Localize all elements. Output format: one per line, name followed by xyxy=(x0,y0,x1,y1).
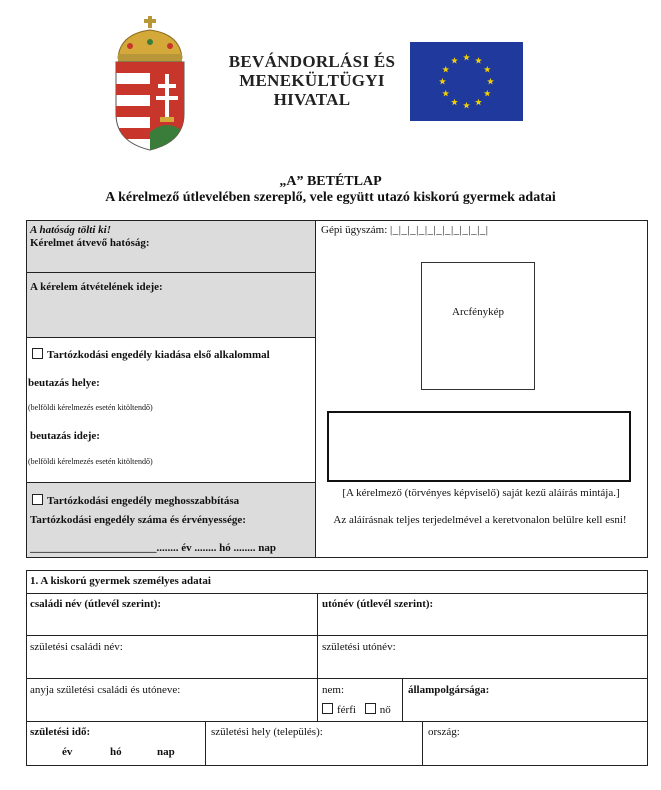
birth-month-label: hó xyxy=(110,746,122,758)
entry-place-hint: (belföldi kérelmezés esetén kitöltendő) xyxy=(28,403,153,412)
divider xyxy=(26,482,316,483)
signature-caption: [A kérelmező (törvényes képviselő) saját kezű aláírás mintája.] xyxy=(342,487,620,499)
given-name-label: utónév (útlevél szerint): xyxy=(322,598,434,610)
first-issue-label: Tartózkodási engedély kiadása első alkalommal xyxy=(47,349,270,361)
divider xyxy=(26,721,648,722)
male-checkbox[interactable] xyxy=(322,703,333,714)
signature-box[interactable] xyxy=(327,411,631,482)
extension-option[interactable] xyxy=(32,494,239,508)
entry-place-label: beutazás helye: xyxy=(28,377,100,389)
extension-checkbox[interactable] xyxy=(32,494,43,505)
divider xyxy=(26,272,316,273)
agency-line-3: HIVATAL xyxy=(273,90,351,109)
receipt-time-label: A kérelem átvételének ideje: xyxy=(30,281,163,293)
divider-vertical xyxy=(315,220,316,558)
form-title: „A” BETÉTLAP xyxy=(279,174,382,189)
permit-number-label: Tartózkodási engedély száma és érvényessége: xyxy=(30,514,246,526)
divider-vertical xyxy=(205,721,206,766)
birth-year-label: év xyxy=(62,746,73,758)
section-heading: 1. A kiskorú gyermek személyes adatai xyxy=(30,575,211,587)
birth-given-name-label: születési utónév: xyxy=(322,641,396,653)
signature-note: Az aláírásnak teljes terjedelmével a keretvonalon belülre kell esni! xyxy=(333,514,627,526)
eu-flag-icon xyxy=(410,42,523,121)
agency-name xyxy=(212,52,412,109)
female-label: nő xyxy=(379,704,391,716)
birth-place-label: születési hely (település): xyxy=(211,726,323,738)
receiving-authority-label: Kérelmet átvevő hatóság: xyxy=(30,237,150,249)
agency-line-1: BEVÁNDORLÁSI ÉS xyxy=(228,52,396,71)
birth-day-label: nap xyxy=(157,746,175,758)
first-issue-checkbox[interactable] xyxy=(32,348,43,359)
divider xyxy=(26,678,648,679)
divider-vertical xyxy=(402,678,403,722)
photo-label: Arcfénykép xyxy=(452,306,504,318)
case-number-boxes[interactable]: |_|_|_|_|_|_|_|_|_|_|_| xyxy=(390,224,489,236)
divider xyxy=(26,635,648,636)
female-checkbox[interactable] xyxy=(365,703,376,714)
sex-label: nem: xyxy=(322,684,344,696)
first-issue-option[interactable] xyxy=(32,348,270,362)
form-subtitle: A kérelmező útlevelében szereplő, vele együtt utazó kiskorú gyermek adatai xyxy=(105,190,556,205)
hungarian-coat-of-arms-icon xyxy=(110,14,190,152)
photo-box xyxy=(421,262,535,390)
birth-date-label: születési idő: xyxy=(30,726,91,738)
country-label: ország: xyxy=(428,726,460,738)
mother-name-label: anyja születési családi és utóneve: xyxy=(30,684,181,696)
divider-vertical xyxy=(317,678,318,722)
divider-vertical xyxy=(422,721,423,766)
permit-date-line[interactable]: _______________________........ év ........ hó ........ nap xyxy=(30,542,276,554)
family-name-label: családi név (útlevél szerint): xyxy=(30,598,162,610)
divider-vertical xyxy=(317,593,318,679)
divider xyxy=(26,337,316,338)
divider xyxy=(26,593,648,594)
entry-time-label: beutazás ideje: xyxy=(30,430,100,442)
case-number xyxy=(321,224,488,237)
extension-label: Tartózkodási engedély meghosszabbítása xyxy=(47,495,240,507)
official-note: A hatóság tölti ki! xyxy=(30,224,111,236)
birth-family-name-label: születési családi név: xyxy=(30,641,123,653)
sex-options xyxy=(322,703,391,717)
agency-line-2: MENEKÜLTÜGYI xyxy=(239,71,385,90)
case-number-label: Gépi ügyszám: xyxy=(321,224,388,236)
entry-time-hint: (belföldi kérelmezés esetén kitöltendő) xyxy=(28,457,153,466)
citizenship-label: állampolgársága: xyxy=(408,684,490,696)
male-label: férfi xyxy=(337,704,356,716)
